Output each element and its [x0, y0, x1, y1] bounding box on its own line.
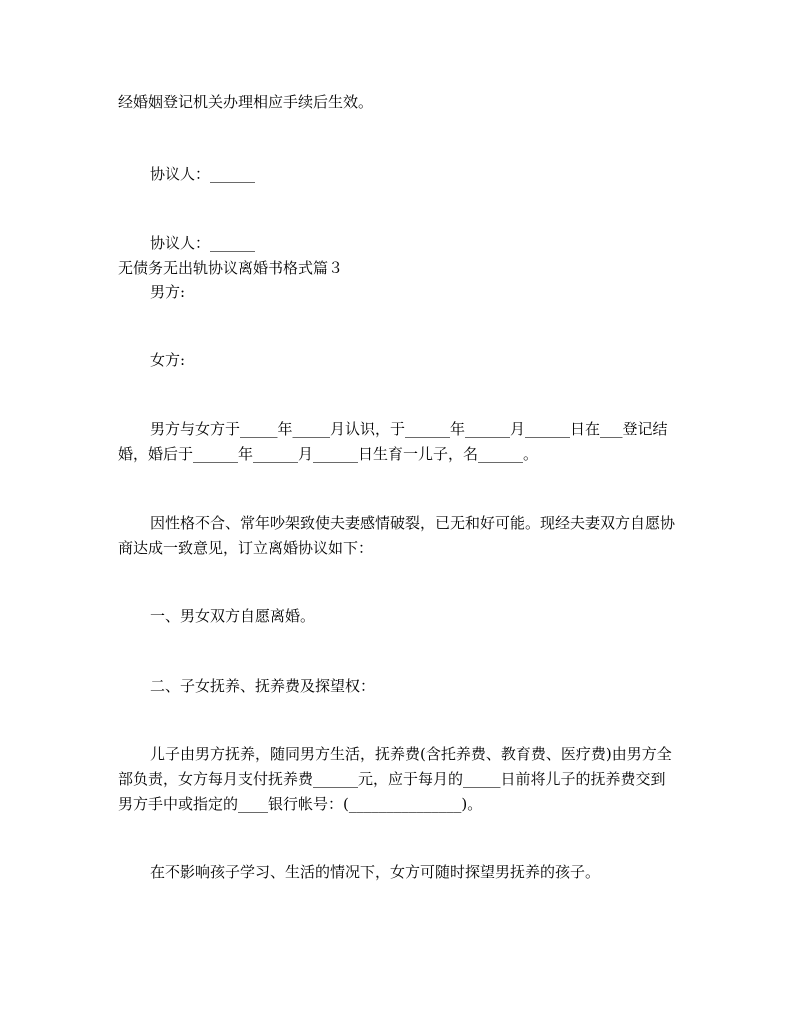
clause-item-2: 二、子女抚养、抚养费及探望权：	[150, 677, 376, 695]
section-heading: 无债务无出轨协议离婚书格式篇３	[118, 259, 344, 277]
male-party-label: 男方:	[150, 283, 186, 301]
paragraph-visitation: 在不影响孩子学习、生活的情况下，女方可随时探望男抚养的孩子。	[150, 863, 601, 881]
paragraph-divorce-reason: 因性格不合、常年吵架致使夫妻感情破裂，已无和好可能。现经夫妻双方自愿协商达成一致意见，订立离婚协议如下：	[118, 514, 676, 557]
paragraph-custody: 儿子由男方抚养，随同男方生活，抚养费(含托养费、教育费、医疗费)由男方全部负责，女方每月支付抚养费______元，应于每月的_____日前将儿子的抚养费交到男方手中或指定的____银行帐号：(_______________)。	[118, 745, 672, 813]
clause-effective-text: 经婚姻登记机关办理相应手续后生效。	[118, 93, 374, 111]
paragraph-marriage-info: 男方与女方于_____年_____月认识，于______年______月______日在___登记结婚，婚后于______年______月______日生育一儿子，名______。	[118, 420, 668, 463]
signer-line-2: 协议人：______	[150, 234, 256, 252]
female-party-label: 女方:	[150, 351, 186, 369]
signer-line-1: 协议人：______	[150, 165, 256, 183]
clause-item-1: 一、男女双方自愿离婚。	[150, 607, 316, 625]
